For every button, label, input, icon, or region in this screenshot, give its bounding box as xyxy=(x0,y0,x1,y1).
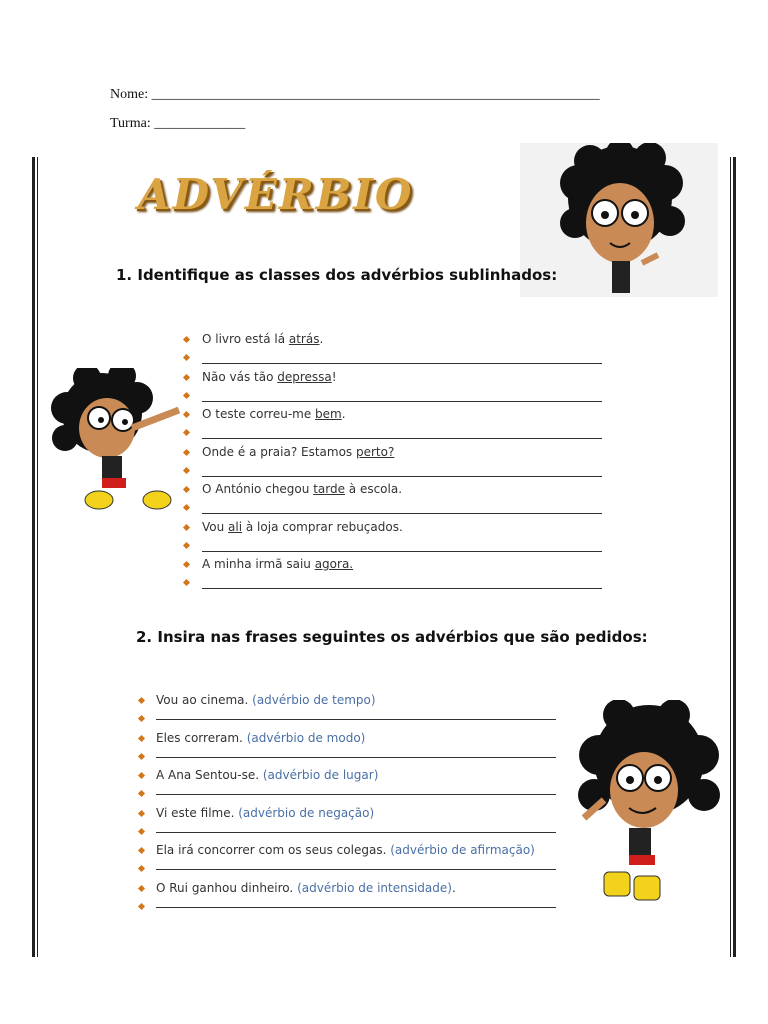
sentence-text: Ela irá concorrer com os seus colegas. xyxy=(156,843,391,857)
underlined-adverb: agora. xyxy=(314,557,354,571)
class-label: Turma: xyxy=(110,116,151,131)
bullet-icon xyxy=(183,541,190,548)
bullet-icon xyxy=(183,579,190,586)
exercise1-sentence xyxy=(202,445,394,459)
exercise2-sentence xyxy=(156,731,365,745)
section1-heading: 1. Identifique as classes dos advérbios sublinhados: xyxy=(116,266,558,284)
exercise1-sentence xyxy=(202,332,323,346)
left-frame-bar xyxy=(32,157,35,957)
underlined-adverb: perto? xyxy=(356,444,395,459)
curly-hair-character-2 xyxy=(47,368,187,514)
sentence-text: Onde é a praia? Estamos xyxy=(202,444,356,459)
sentence-text: Vou xyxy=(202,519,229,534)
exercise1-sentence xyxy=(202,520,403,534)
answer-line[interactable] xyxy=(156,832,556,833)
sentence-text-end: ! xyxy=(331,369,337,384)
bullet-icon xyxy=(138,772,145,779)
adverb-type-hint: (advérbio de tempo) xyxy=(252,693,376,707)
bullet-icon xyxy=(138,790,145,797)
bullet-icon xyxy=(183,373,190,380)
sentence-text: A Ana Sentou-se. xyxy=(156,768,263,782)
curly-hair-character-3 xyxy=(574,700,724,905)
answer-line[interactable] xyxy=(156,757,556,758)
answer-line[interactable] xyxy=(156,907,556,908)
bullet-icon xyxy=(138,752,145,759)
class-blank[interactable]: _____________ xyxy=(154,116,246,131)
answer-line[interactable] xyxy=(202,513,602,514)
bullet-icon xyxy=(138,827,145,834)
adverb-type-hint: (advérbio de intensidade) xyxy=(297,880,452,895)
name-label: Nome: xyxy=(110,87,149,102)
bullet-icon xyxy=(183,354,190,361)
sentence-text: O António chegou xyxy=(202,482,314,496)
exercise2-sentence xyxy=(156,806,374,820)
bullet-icon xyxy=(138,697,145,704)
exercise1-sentence xyxy=(202,370,337,384)
exercise1-sentence xyxy=(202,407,346,421)
bullet-icon xyxy=(183,561,190,568)
underlined-adverb: depressa xyxy=(277,369,332,384)
bullet-icon xyxy=(138,847,145,854)
bullet-icon xyxy=(183,336,190,343)
adverb-type-hint: (advérbio de negação) xyxy=(238,805,375,820)
bullet-icon xyxy=(138,884,145,891)
bullet-icon xyxy=(183,448,190,455)
sentence-text-end: . xyxy=(341,407,346,421)
bullet-icon xyxy=(183,391,190,398)
exercise1-sentence xyxy=(202,557,353,571)
sentence-text: Não vás tão xyxy=(202,369,278,384)
bullet-icon xyxy=(138,715,145,722)
exercise1-sentence xyxy=(202,482,402,496)
exercise2-sentence xyxy=(156,693,376,707)
name-field xyxy=(110,87,600,103)
sentence-text-end: à escola. xyxy=(344,482,403,496)
answer-line[interactable] xyxy=(202,588,602,589)
underlined-adverb: tarde xyxy=(313,482,345,496)
adverb-type-hint: (advérbio de lugar) xyxy=(262,768,379,782)
exercise2-sentence xyxy=(156,768,378,782)
answer-line[interactable] xyxy=(202,438,602,439)
sentence-text: O teste correu-me xyxy=(202,407,316,421)
exercise2-sentence xyxy=(156,843,535,857)
sentence-text-end: . xyxy=(451,880,456,895)
answer-line[interactable] xyxy=(202,363,602,364)
bullet-icon xyxy=(138,809,145,816)
sentence-text: O livro está lá xyxy=(202,332,289,346)
answer-line[interactable] xyxy=(202,476,602,477)
underlined-adverb: atrás xyxy=(288,332,320,346)
sentence-text-end: . xyxy=(319,332,324,346)
underlined-adverb: ali xyxy=(228,519,243,534)
title-adverbio: ADVÉRBIO xyxy=(138,170,414,219)
answer-line[interactable] xyxy=(202,401,602,402)
class-field xyxy=(110,116,245,132)
adverb-type-hint: (advérbio de afirmação) xyxy=(390,843,535,857)
sentence-text: A minha irmã saiu xyxy=(202,557,315,571)
bullet-icon xyxy=(138,734,145,741)
bullet-icon xyxy=(183,466,190,473)
underlined-adverb: bem xyxy=(315,407,342,421)
answer-line[interactable] xyxy=(156,794,556,795)
section2-heading: 2. Insira nas frases seguintes os advérbios que são pedidos: xyxy=(136,628,648,646)
exercise2-sentence xyxy=(156,881,456,895)
answer-line[interactable] xyxy=(156,719,556,720)
sentence-text-end: à loja comprar rebuçados. xyxy=(242,519,403,534)
sentence-text: Vou ao cinema. xyxy=(156,693,253,707)
bullet-icon xyxy=(183,523,190,530)
name-blank[interactable]: ________________________________________________________________ xyxy=(151,87,600,102)
sentence-text: Vi este filme. xyxy=(156,805,239,820)
sentence-text: O Rui ganhou dinheiro. xyxy=(156,880,298,895)
right-frame-bar xyxy=(733,157,736,957)
adverb-type-hint: (advérbio de modo) xyxy=(246,730,366,745)
right-frame-bar-thin xyxy=(730,157,731,957)
bullet-icon xyxy=(138,902,145,909)
sentence-text: Eles correram. xyxy=(156,730,247,745)
answer-line[interactable] xyxy=(156,869,556,870)
answer-line[interactable] xyxy=(202,551,602,552)
bullet-icon xyxy=(138,865,145,872)
left-frame-bar-thin xyxy=(37,157,38,957)
